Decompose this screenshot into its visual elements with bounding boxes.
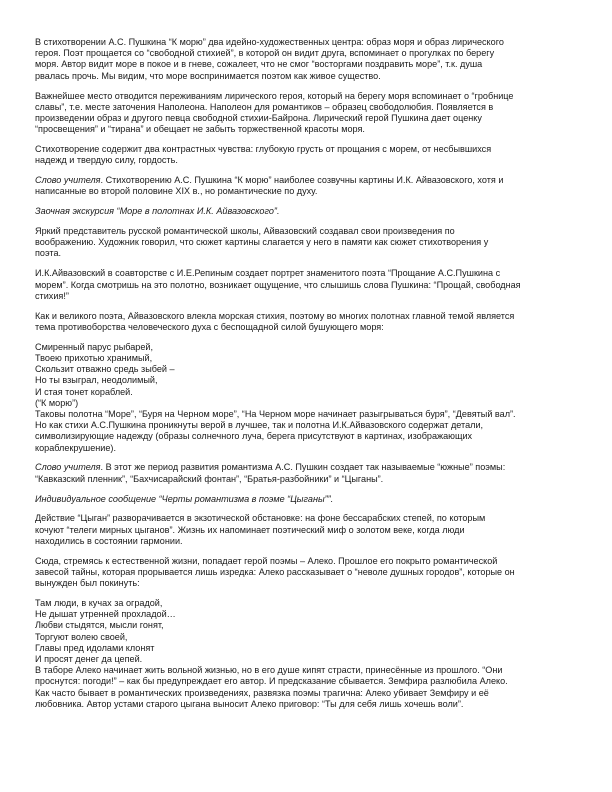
- paragraph: В таборе Алеко начинает жить вольной жизнью, но в его душе кипят страсти, принесённые из прошлого. “Они проснутся: погоди!” – как бы предупреждает его автор. И предсказание сбывается. Земфира разлюбила Алеко. Как часто бывает в романтических произведениях, развязка поэмы трагична: Алеко убивает Земфиру и её любовника. Автор устами старого цыгана выносит Алеко приговор: “Ты для себя лишь хочешь воли”.: [35, 665, 508, 709]
- paragraph: Как и великого поэта, Айвазовского влекла морская стихия, поэтому во многих полотнах главной темой является тема противоборства человеческого духа с беспощадной силой бушующего моря:: [35, 310, 515, 332]
- paragraph: Важнейшее место отводится переживаниям лирического героя, который на берегу моря вспоминает о “гробнице славы”, т.е. месте заточения Наполеона. Наполеон для романтиков – образец свободолюбия. Появляется в произведении образ и другого певца свободной стихии-Байрона. Лирический герой Пушкина дает оценку “просвещения” и “тирана” и обещает не забыть торжественной красоты моря.: [35, 90, 514, 135]
- document-page: [35, 37, 585, 710]
- paragraph: Сюда, стремясь к естественной жизни, попадает герой поэмы – Алеко. Прошлое его покрыто романтической завесой тайны, которая прорывается лишь изредка: Алеко рассказывает о “неволе душных городов”, которые он вынужден был покинуть:: [35, 555, 515, 589]
- section-heading: Заочная экскурсия “Море в полотнах И.К. Айвазовского”.: [35, 206, 280, 217]
- paragraph: [35, 175, 585, 197]
- paragraph: [35, 462, 585, 484]
- poem-quote: Там люди, в кучах за оградой, Не дышат утренней прохладой… Любви стыдятся, мысли гонят, Торгуют волею своей, Главы пред идолами клонят И просят денег да цепей.: [35, 598, 176, 665]
- paragraph-text: . В этот же период развития романтизма А.С. Пушкин создает так называемые “южные” поэмы: “Кавказский пленник”, “Бахчисарайский фонтан”, “Братья-разбойники” и “Цыганы”.: [35, 462, 506, 484]
- section-heading: Индивидуальное сообщение “Черты романтизма в поэме “Цыганы””.: [35, 493, 334, 504]
- paragraph: Стихотворение содержит два контрастных чувства: глубокую грусть от прощания с морем, от несбывшихся надежд и твердую силу, гордость.: [35, 144, 492, 166]
- teacher-word-lead: Слово учителя: [35, 175, 101, 186]
- paragraph: И.К.Айвазовский в соавторстве с И.Е.Репиным создает портрет знаменитого поэта “Прощание А.С.Пушкина с морем”. Когда смотришь на это полотно, возникает ощущение, что слышишь слова Пушкина: “Прощай, свободная стихия!”: [35, 268, 521, 301]
- teacher-word-lead: Слово учителя: [35, 462, 101, 473]
- paragraph: Яркий представитель русской романтической школы, Айвазовский создавал свои произведения по воображению. Художник говорил, что сюжет картины слагается у него в памяти как сюжет стихотворения у поэта.: [35, 226, 489, 259]
- paragraph-text: . Стихотворению А.С. Пушкина “К морю” наиболее созвучны картины И.К. Айвазовского, хотя и написанные во второй половине XIX в., но романтические по духу.: [35, 175, 504, 197]
- paragraph: Таковы полотна “Море”, “Буря на Черном море”, “На Черном море начинает разыгрываться буря”, “Девятый вал”. Но как стихи А.С.Пушкина проникнуты верой в лучшее, так и полотна И.К.Айвазовского содержат детали, символизирующие надежду (образы солнечного луча, берега присутствуют в картинах, изображающих кораблекрушение).: [35, 408, 516, 453]
- poem-quote: Смиренный парус рыбарей, Твоею прихотью хранимый, Скользит отважно средь зыбей – Но ты взыграл, неодолимый, И стая тонет кораблей. (“К морю”): [35, 341, 175, 408]
- paragraph: Действие “Цыган” разворачивается в экзотической обстановке: на фоне бессарабских степей, по которым кочуют “телеги мирных цыганов”. Жизнь их напоминает поэтический миф о золотом веке, когда люди находились в состоянии гармонии.: [35, 513, 486, 546]
- paragraph: В стихотворении А.С. Пушкина “К морю” два идейно-художественных центра: образ моря и образ лирического героя. Поэт прощается со “свободной стихией”, в которой он видит друга, вспоминает о прогулках по берегу моря. Автор видит море в покое и в гневе, сожалеет, что не смог “восторгами поздравить море”, т.к. душа рвалась прочь. Мы видим, что море воспринимается поэтом как живое существо.: [35, 37, 504, 81]
